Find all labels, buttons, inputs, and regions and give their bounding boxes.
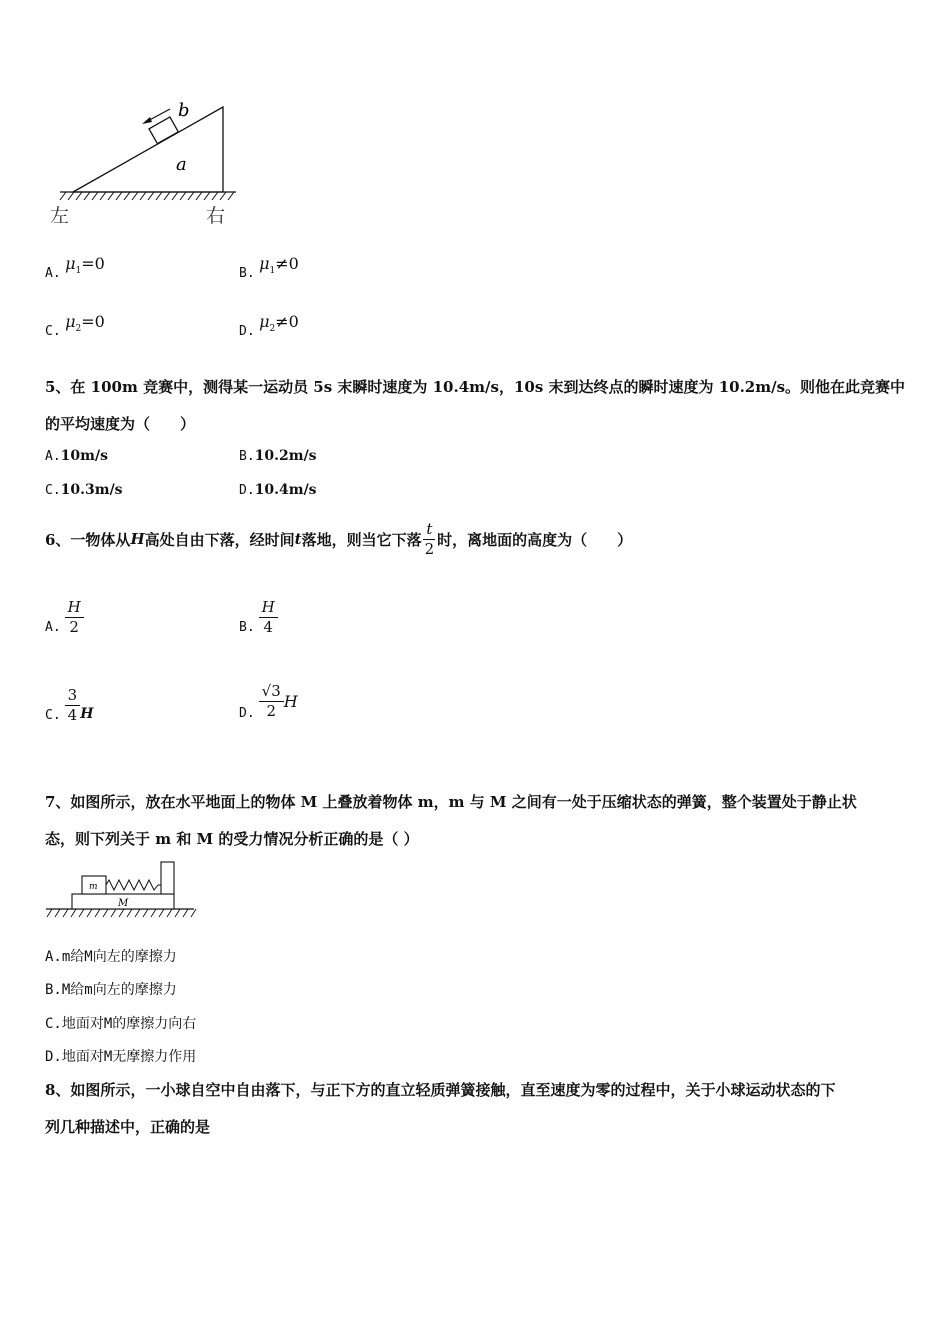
q6-text: 6、一物体从 H 高处自由下落，经时间 t 落地，则当它下落 $\frac{t}{2}$ 时，离地面的高度为（ ） <box>45 519 633 558</box>
q7-option-a: A.m给M向左的摩擦力 <box>45 949 177 965</box>
svg-text:m: m <box>89 882 98 892</box>
block-b <box>149 117 178 144</box>
q5-text-line2: 的平均速度为（ ） <box>45 415 196 433</box>
q5-option-a: A.10m/s <box>45 448 108 464</box>
q7-option-b: B.M给m向左的摩擦力 <box>45 982 177 998</box>
q5-option-d: D.10.4m/s <box>239 482 317 498</box>
q8-text-line2: 列几种描述中，正确的是 <box>45 1118 211 1136</box>
q7-text-line1: 7、如图所示，放在水平地面上的物体 M 上叠放着物体 m，m 与 M 之间有一处于压缩状态的弹簧，整个装置处于静止状 <box>45 793 857 811</box>
q5-text-line1: 5、在 100m 竞赛中，测得某一运动员 5s 末瞬时速度为 10.4m/s，10s 末到达终点的瞬时速度为 10.2m/s。则他在此竞赛中 <box>45 378 906 396</box>
q7-text-line2: 态，则下列关于 m 和 M 的受力情况分析正确的是（ ） <box>45 830 419 848</box>
q4-option-d: D. $\mu_2\ne 0$ <box>239 312 299 339</box>
q6-option-a: A. $\frac{H}{2}$ <box>45 598 84 637</box>
q8-text-line1: 8、如图所示，一小球自空中自由落下，与正下方的直立轻质弹簧接触，直至速度为零的过程中，关于小球运动状态的下 <box>45 1081 836 1099</box>
q5-option-c: C.10.3m/s <box>45 482 123 498</box>
spring-icon <box>106 880 161 890</box>
label-b: b <box>178 100 190 121</box>
q6-option-d: D. $\frac{√3}{2}$ H <box>239 682 298 721</box>
q4-option-a: A. $\mu_1=0$ <box>45 254 105 281</box>
label-right: 右 <box>206 205 226 227</box>
q6-option-c: C. $\frac{3}{4}$ H <box>45 686 94 724</box>
q7-option-c: C.地面对M的摩擦力向右 <box>45 1016 197 1032</box>
incline-figure <box>40 95 250 230</box>
svg-text:M: M <box>118 898 129 909</box>
q6-option-b: B. $\frac{H}{4}$ <box>239 598 278 637</box>
q4-option-c: C. $\mu_2=0$ <box>45 312 105 339</box>
q5-option-b: B.10.2m/s <box>239 448 317 464</box>
q4-option-b: B. $\mu_1\ne 0$ <box>239 254 299 281</box>
spring-block-figure <box>44 858 199 922</box>
label-a: a <box>176 154 187 175</box>
label-left: 左 <box>50 205 70 227</box>
q7-option-d: D.地面对M无摩擦力作用 <box>45 1049 197 1065</box>
q6-fraction: $\frac{t}{2}$ <box>424 519 435 558</box>
wall <box>161 862 174 894</box>
